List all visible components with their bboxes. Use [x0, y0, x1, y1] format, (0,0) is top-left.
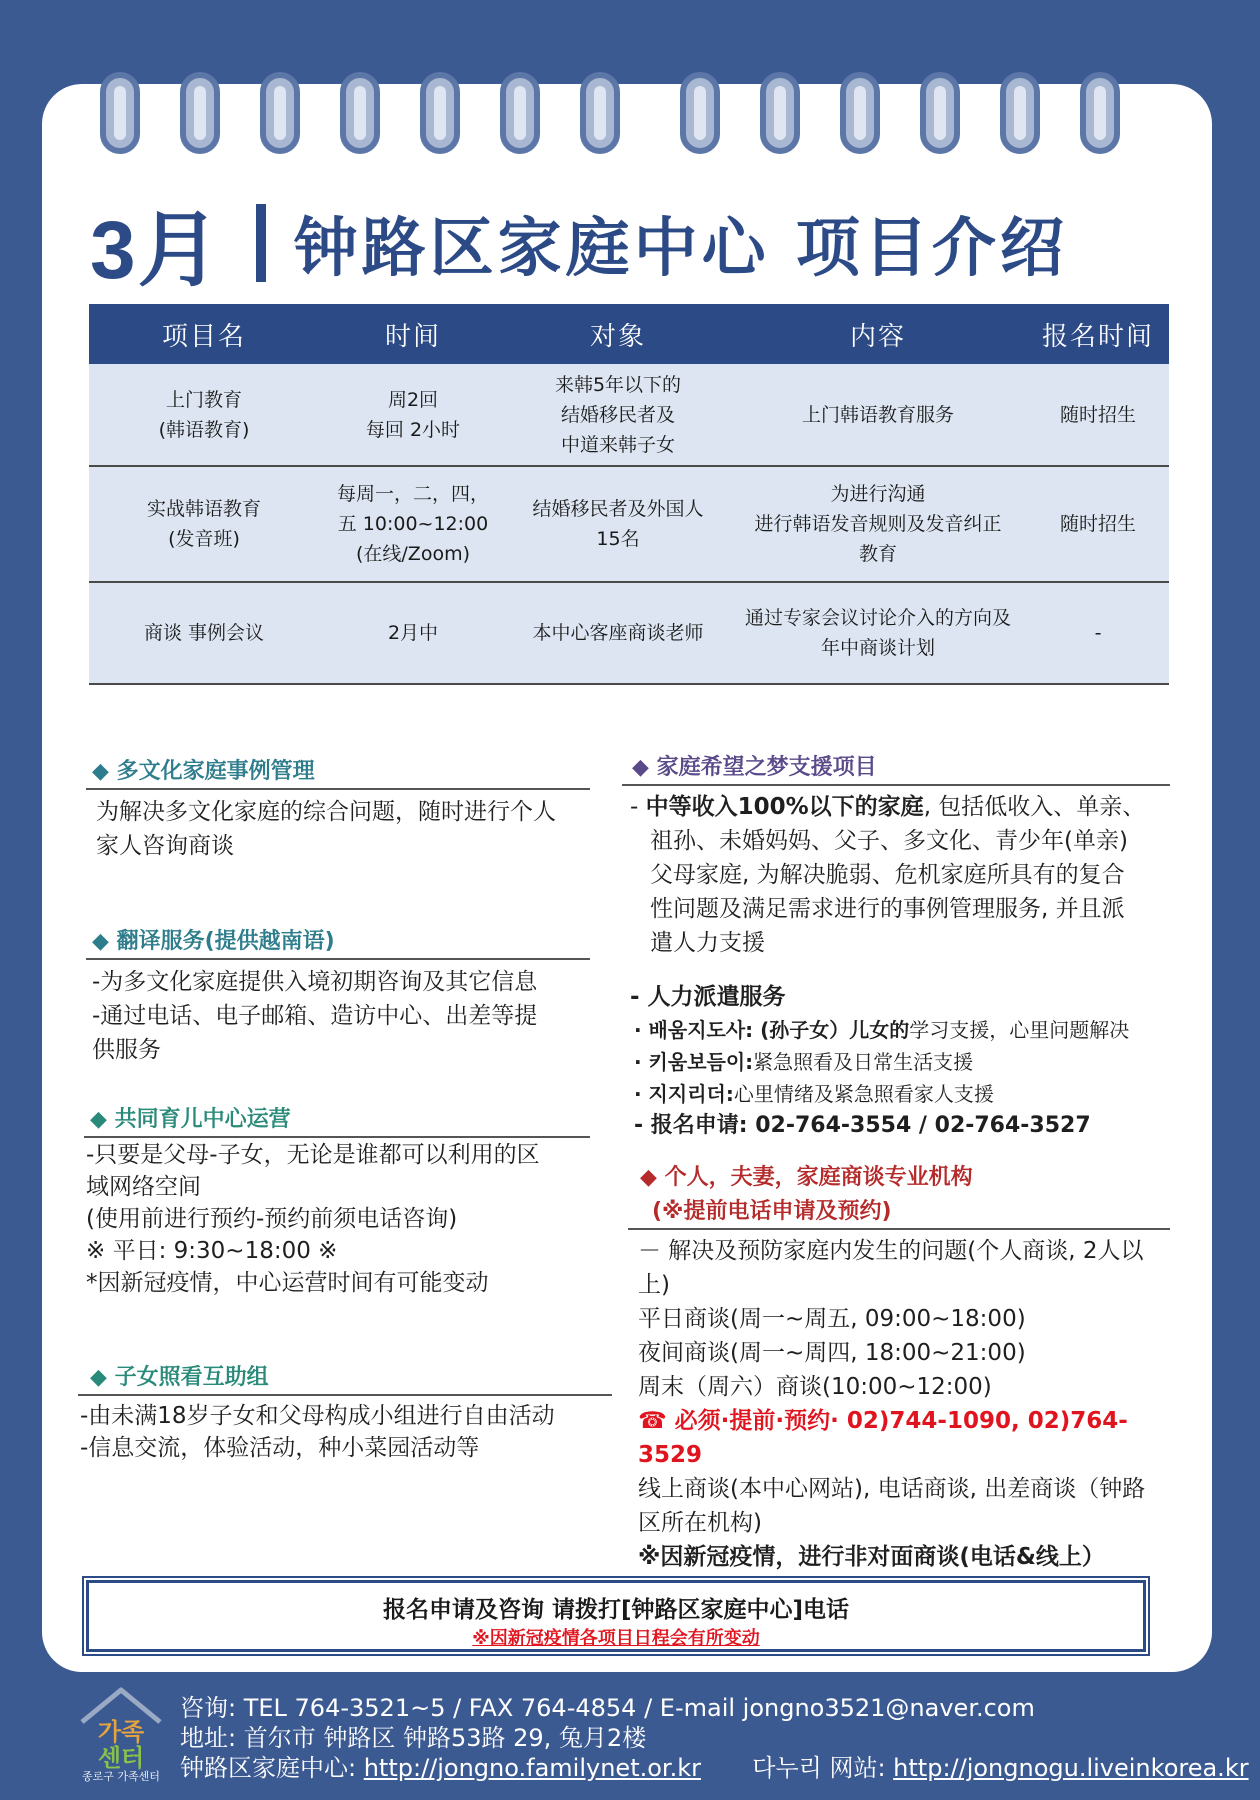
spiral-ring-icon: [340, 72, 380, 154]
covid-notice: ※因新冠疫情，进行非对面商谈(电话&线上）: [638, 1544, 1105, 1570]
cell-time: 周2回 每回 2小时: [319, 364, 507, 466]
section-divider: [86, 788, 590, 790]
staff-dispatch-list: [634, 1014, 1174, 1142]
section-body-hope-support: - 中等收入100%以下的家庭, 包括低收入、单亲、 祖孙、未婚妈妈、父子、多文化、青少年(单亲) 父母家庭, 为解决脆弱、危机家庭所具有的复合 性问题及满足需求进行的事例管理服务, 并且派 遣人力支援: [630, 794, 1146, 956]
cell-program-name: 实战韩语教育 (发音班): [89, 466, 319, 582]
subheading-staff-dispatch: - 人力派遣服务: [630, 984, 786, 1010]
cell-signup: -: [1027, 582, 1169, 684]
notice-warning: ※因新冠疫情各项目日程会有所变动: [472, 1628, 760, 1649]
list-item: · 키움보듬이:紧急照看及日常生活支援: [634, 1050, 974, 1074]
cell-time: 2月中: [319, 582, 507, 684]
section-body-childcare-center: -只要是父母-子女，无论是谁都可以利用的区 域网络空间 (使用前进行预约-预约前须电话咨询) ※ 平日: 9:30~18:00 ※ *因新冠疫情，中心运营时间有可能变动: [86, 1142, 540, 1296]
counseling-hotline: ☎ 必须·提前·预约· 02)744-1090, 02)764-3529: [638, 1408, 1128, 1468]
table-row: [89, 466, 1169, 582]
footer-site2-label: 다누리 网站:: [752, 1754, 894, 1782]
column-header: 时间: [319, 304, 507, 364]
section-heading-childcare-center: ◆ 共同育儿中心运营: [90, 1107, 291, 1132]
cell-target: 本中心客座商谈老师: [507, 582, 729, 684]
section-body-counseling: － 解决及预防家庭内发生的问题(个人商谈, 2人以 上) 平日商谈(周一~周五, 09:00~18:00) 夜间商谈(周一~周四, 18:00~21:00) 周末（周六）商谈(10:00~12:00) ☎ 必须·提前·预约· 02)744-1090, 02)764-3529 线上商谈(本中心网站), 电话商谈, 出差商谈（钟路 区所在机构) ※因新冠疫情，进行非对面商谈(电话&线上）: [638, 1234, 1172, 1574]
section-divider: [86, 958, 590, 960]
cell-target: 结婚移民者及外国人 15名: [507, 466, 729, 582]
cell-signup: 随时招生: [1027, 466, 1169, 582]
title-month: 3月: [90, 204, 222, 296]
section-body-case-management: 为解决多文化家庭的综合问题，随时进行个人 家人咨询商谈: [96, 799, 556, 859]
section-body-childcare-group: -由未满18岁子女和父母构成小组进行自由活动 -信息交流，体验活动，种小菜园活动等: [80, 1403, 555, 1461]
section-subheading-counseling: (※提前电话申请及预约): [652, 1199, 892, 1224]
table-row: [89, 582, 1169, 684]
footer-contact: [180, 1693, 1249, 1783]
column-header: 对象: [507, 304, 729, 364]
title-divider: [256, 204, 266, 282]
spiral-ring-icon: [100, 72, 140, 154]
spiral-ring-icon: [920, 72, 960, 154]
list-item: · 배움지도사: (孙子女）儿女的学习支援，心里问题解决: [634, 1018, 1130, 1042]
spiral-ring-icon: [680, 72, 720, 154]
spiral-ring-icon: [1000, 72, 1040, 154]
section-heading-translation: ◆ 翻译服务(提供越南语): [92, 929, 335, 954]
section-divider: [78, 1394, 612, 1396]
section-heading-childcare-group: ◆ 子女照看互助组: [90, 1365, 269, 1390]
cell-signup: 随时招生: [1027, 364, 1169, 466]
familynet-link[interactable]: http://jongno.familynet.or.kr: [363, 1754, 701, 1782]
column-header: 项目名: [89, 304, 319, 364]
cell-content: 上门韩语教育服务: [729, 364, 1027, 466]
contact-notice-box: [86, 1580, 1146, 1652]
signup-phone: - 报名申请: 02-764-3554 / 02-764-3527: [634, 1113, 1091, 1138]
title-text: 钟路区家庭中心 项目介绍: [293, 212, 1068, 286]
cell-content: 为进行沟通 进行韩语发音规则及发音纠正 教育: [729, 466, 1027, 582]
column-header: 内容: [729, 304, 1027, 364]
section-heading-counseling: ◆ 个人，夫妻，家庭商谈专业机构: [640, 1165, 973, 1190]
spiral-ring-icon: [580, 72, 620, 154]
section-heading-hope-support: ◆ 家庭希望之梦支援项目: [632, 755, 877, 780]
spiral-ring-icon: [260, 72, 300, 154]
footer-site-label: 钟路区家庭中心:: [180, 1754, 364, 1782]
cell-program-name: 上门教育 (韩语教育): [89, 364, 319, 466]
cell-target: 来韩5年以下的 结婚移民者及 中道来韩子女: [507, 364, 729, 466]
section-divider: [628, 1228, 1170, 1230]
cell-time: 每周一，二，四， 五 10:00~12:00 (在线/Zoom): [319, 466, 507, 582]
svg-text:종로구 가족센터: 종로구 가족센터: [82, 1770, 160, 1782]
liveinkorea-link[interactable]: http://jongnogu.liveinkorea.kr: [893, 1754, 1249, 1782]
list-item: · 지지리더:心里情绪及紧急照看家人支援: [634, 1082, 994, 1106]
family-center-logo: [74, 1682, 168, 1782]
spiral-ring-icon: [420, 72, 460, 154]
section-divider: [84, 1136, 590, 1138]
footer-address: 地址: 首尔市 钟路区 钟路53路 29, 兔月2楼: [180, 1724, 647, 1752]
section-divider: [622, 784, 1170, 786]
column-header: 报名时间: [1027, 304, 1169, 364]
table-header-row: [89, 304, 1169, 364]
page-title: [90, 198, 1068, 296]
program-table: [89, 304, 1169, 685]
spiral-ring-icon: [500, 72, 540, 154]
spiral-ring-icon: [180, 72, 220, 154]
table-row: [89, 364, 1169, 466]
notice-line: 报名申请及咨询 请拨打[钟路区家庭中心]电话: [382, 1597, 850, 1623]
cell-content: 通过专家会议讨论介入的方向及 年中商谈计划: [729, 582, 1027, 684]
svg-text:센터: 센터: [97, 1744, 145, 1772]
section-heading-case-management: ◆ 多文化家庭事例管理: [92, 759, 315, 784]
spiral-ring-icon: [840, 72, 880, 154]
footer-contact-line: 咨询: TEL 764-3521~5 / FAX 764-4854 / E-mail jongno3521@naver.com: [180, 1694, 1035, 1722]
svg-text:가족: 가족: [97, 1718, 145, 1746]
spiral-ring-icon: [760, 72, 800, 154]
spiral-ring-icon: [1080, 72, 1120, 154]
cell-program-name: 商谈 事例会议: [89, 582, 319, 684]
section-body-translation: -为多文化家庭提供入境初期咨询及其它信息 -通过电话、电子邮箱、造访中心、出差等提 供服务: [92, 969, 538, 1063]
